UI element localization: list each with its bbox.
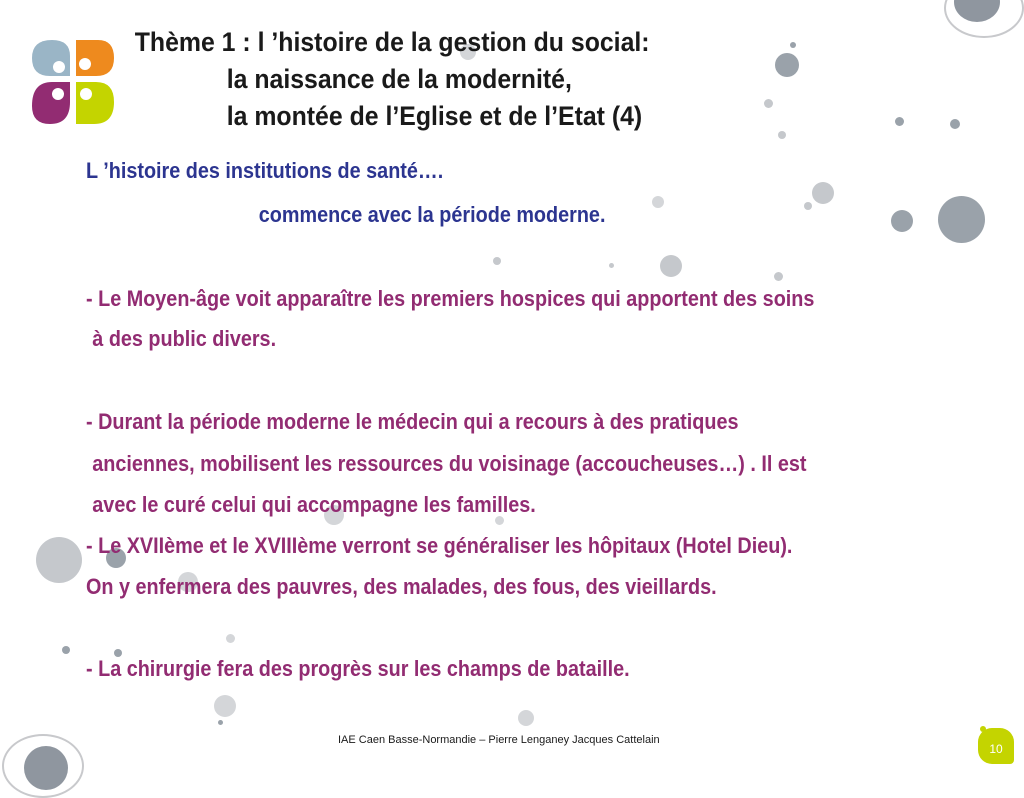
body-line-9: On y enfermera des pauvres, des malades, des fous, des vieillards. — [86, 574, 717, 599]
logo-petal-purple — [32, 82, 70, 124]
title-line-3: la montée de l’Eglise et de l’Etat (4) — [226, 101, 643, 131]
body-line-5: - Durant la période moderne le médecin qui a recours à des pratiques — [86, 409, 739, 434]
title-line-1: Thème 1 : l ’histoire de la gestion du social: — [134, 27, 650, 57]
body-line-8: - Le XVIIème et le XVIIIème verront se généraliser les hôpitaux (Hotel Dieu). — [86, 533, 793, 558]
logo-petal-blue — [32, 40, 70, 76]
footer-text: IAE Caen Basse-Normandie – Pierre Lenganey Jacques Cattelain — [338, 734, 660, 746]
body-line-10: - La chirurgie fera des progrès sur les champs de bataille. — [86, 656, 630, 681]
body-line-2: commence avec la période moderne. — [258, 202, 606, 227]
four-petal-flower-logo — [28, 36, 118, 128]
slide-title — [120, 24, 709, 135]
body-line-6: anciennes, mobilisent les ressources du voisinage (accoucheuses…) . Il est — [92, 451, 807, 476]
body-line-4: à des public divers. — [92, 326, 277, 351]
body-line-1: L ’histoire des institutions de santé…. — [86, 158, 444, 183]
badge-dot-icon — [980, 726, 986, 732]
body-line-3: - Le Moyen-âge voit apparaître les premiers hospices qui apportent des soins — [86, 286, 815, 311]
logo-petal-orange — [76, 40, 114, 76]
page-number: 10 — [989, 742, 1003, 756]
title-line-2: la naissance de la modernité, — [226, 64, 572, 94]
logo-petal-green — [76, 82, 114, 124]
body-line-7: avec le curé celui qui accompagne les familles. — [92, 492, 536, 517]
